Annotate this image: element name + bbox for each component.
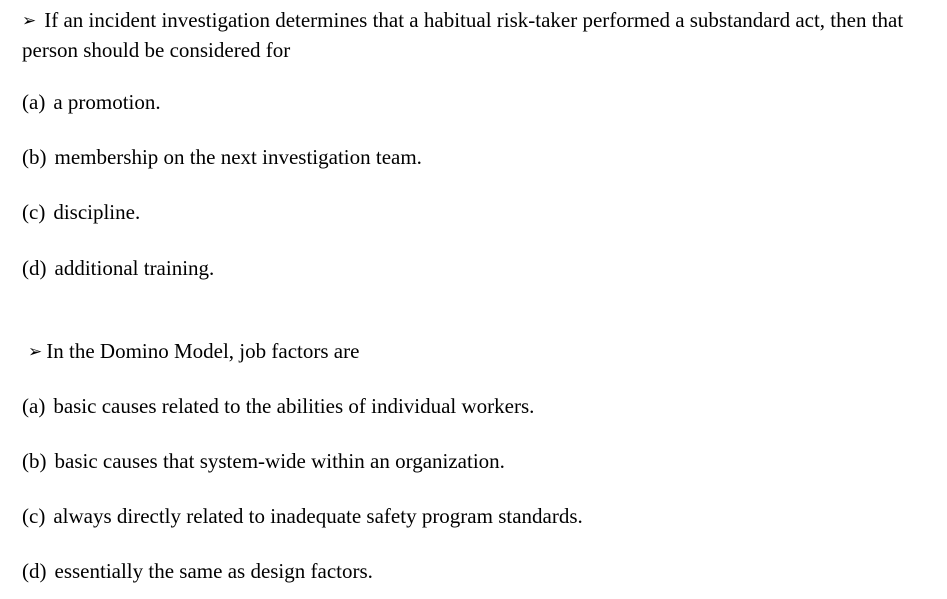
question-1-text: If an incident investigation determines that a habitual risk-taker performed a substandard act, then that person should be considered for <box>22 8 904 62</box>
option-text: always directly related to inadequate safety program standards. <box>53 504 583 528</box>
question-2-text: In the Domino Model, job factors are <box>46 339 360 363</box>
option-letter: (c) <box>22 504 46 528</box>
question-1-option-a <box>22 90 161 115</box>
option-letter: (a) <box>22 394 46 418</box>
question-2-option-b <box>22 449 505 474</box>
option-letter: (d) <box>22 256 47 280</box>
option-text: a promotion. <box>53 90 161 114</box>
option-text: membership on the next investigation team. <box>54 145 422 169</box>
question-1-option-d <box>22 256 214 281</box>
option-text: additional training. <box>54 256 215 280</box>
option-letter: (b) <box>22 449 47 473</box>
option-text: basic causes that system-wide within an organization. <box>54 449 505 473</box>
question-2 <box>28 337 945 367</box>
option-letter: (a) <box>22 90 46 114</box>
arrow-bullet-icon: ➢ <box>28 342 43 361</box>
question-1-stem <box>22 6 945 65</box>
question-1-option-c <box>22 200 140 225</box>
option-letter: (d) <box>22 559 47 583</box>
option-letter: (b) <box>22 145 47 169</box>
arrow-bullet-icon: ➢ <box>22 11 37 30</box>
question-2-option-c <box>22 504 583 529</box>
question-1-option-b <box>22 145 422 170</box>
option-letter: (c) <box>22 200 46 224</box>
question-2-option-a <box>22 394 534 419</box>
option-text: essentially the same as design factors. <box>54 559 373 583</box>
question-1 <box>22 6 945 65</box>
option-text: discipline. <box>53 200 141 224</box>
option-text: basic causes related to the abilities of individual workers. <box>53 394 535 418</box>
question-2-option-d <box>22 559 373 584</box>
question-2-stem <box>28 337 945 367</box>
